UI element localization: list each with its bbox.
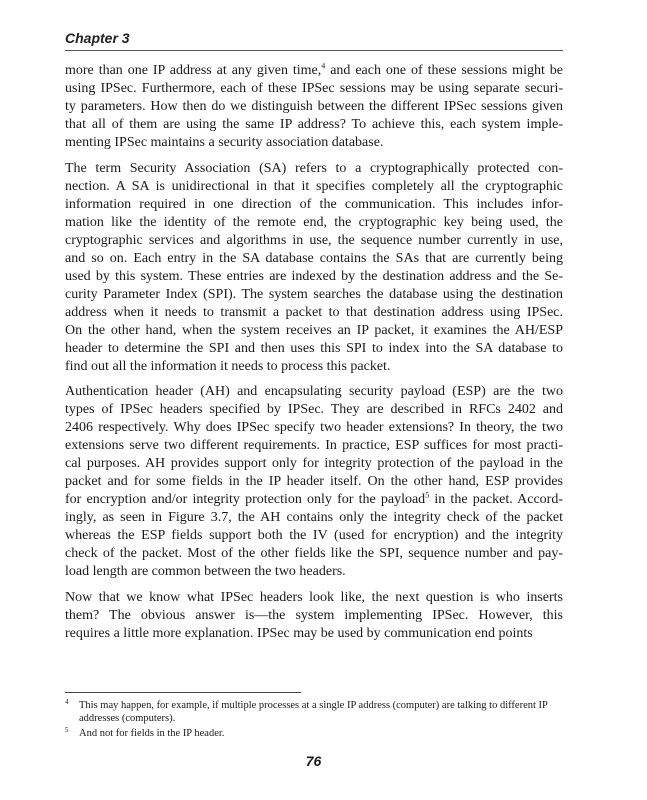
line-text: requires a little more explanation. IPSec may be used by communication end points [65, 625, 533, 641]
body-text [65, 62, 563, 650]
text-line [65, 304, 563, 322]
line-text: curity Parameter Index (SPI). The system searches the database using the destination [65, 286, 563, 302]
line-text: more than one IP address at any given time, [65, 63, 322, 78]
line-text: information required in one direction of the communication. This includes infor- [65, 196, 563, 212]
text-line [65, 134, 563, 152]
line-text: menting IPSec maintains a security association database. [65, 135, 384, 150]
footnotes [65, 699, 563, 742]
footnote-text: This may happen, for example, if multiple processes at a single IP address (computer) are talking to different IP addresses (computers). [79, 700, 548, 724]
line-text: cal purposes. AH provides support only for integrity protection of the payload in the [65, 456, 563, 471]
line-text: that all of them are using the same IP address? To achieve this, each system imple- [65, 117, 563, 132]
line-text: Now that we know what IPSec headers look like, the next question is who inserts [65, 589, 563, 605]
paragraph [65, 62, 563, 152]
line-text: using IPSec. Furthermore, each of these IPSec sessions may be using separate securi- [65, 81, 563, 96]
chapter-header: Chapter 3 [65, 30, 130, 46]
text-line [65, 383, 563, 401]
text-line [65, 589, 563, 607]
footnote-rule [65, 692, 301, 693]
line-text: address when it needs to transmit a packet to that destination address using IPSec. [65, 304, 563, 320]
line-text: On the other hand, when the system receives an IP packet, it examines the AH/ESP [65, 322, 563, 338]
paragraph [65, 589, 563, 643]
paragraph [65, 160, 563, 376]
text-line [65, 437, 563, 455]
footnote [65, 699, 563, 725]
text-line [65, 62, 563, 80]
line-text: extensions serve two different requirements. In practice, ESP suffices for most practi- [65, 438, 563, 453]
text-line [65, 563, 563, 581]
text-line [65, 473, 563, 491]
line-text: Authentication header (AH) and encapsulating security payload (ESP) are the two [65, 384, 563, 399]
line-text: 2406 respectively. Why does IPSec specify two header extensions? In theory, the two [65, 420, 563, 435]
footnote [65, 727, 563, 740]
line-text: packet and for some fields in the IP header itself. On the other hand, ESP provides [65, 474, 563, 489]
text-line [65, 116, 563, 134]
text-line [65, 545, 563, 563]
line-text: ty parameters. How then do we distinguish between the different IPSec sessions given [65, 99, 563, 114]
text-line [65, 214, 563, 232]
line-text: The term Security Association (SA) refers to a cryptographically protected con- [65, 160, 563, 176]
page-number: 76 [305, 753, 322, 769]
line-text: mation like the identity of the remote end, the cryptographic key being used, the [65, 214, 563, 230]
line-text: load length are common between the two headers. [65, 564, 346, 579]
line-text: in the packet. Accord- [429, 492, 563, 507]
text-line [65, 286, 563, 304]
text-line [65, 358, 563, 376]
text-line [65, 268, 563, 286]
line-text: cryptographic services and algorithms in use, the sequence number currently in use, [65, 232, 563, 248]
text-line [65, 509, 563, 527]
text-line [65, 455, 563, 473]
text-line [65, 625, 563, 643]
line-text: nection. A SA is unidirectional in that it specifies completely all the cryptographic [65, 178, 563, 194]
text-line [65, 196, 563, 214]
line-text: header to determine the SPI and then uses this SPI to index into the SA database to [65, 340, 563, 356]
footnote-mark: 4 [65, 698, 69, 706]
text-line [65, 607, 563, 625]
line-text: for encryption and/or integrity protection only for the payload [65, 492, 426, 507]
text-line [65, 160, 563, 178]
paragraph [65, 383, 563, 581]
text-line [65, 322, 563, 340]
text-line [65, 250, 563, 268]
text-line [65, 527, 563, 545]
text-line [65, 232, 563, 250]
text-line [65, 401, 563, 419]
text-line [65, 80, 563, 98]
footnote-reference: 5 [425, 490, 430, 500]
line-text: and each one of these sessions might be [325, 63, 563, 78]
header-rule [65, 50, 563, 51]
text-line [65, 491, 563, 509]
line-text: find out all the information it needs to process this packet. [65, 358, 391, 374]
line-text: check of the packet. Most of the other fields like the SPI, sequence number and pay- [65, 546, 563, 561]
footnote-text: And not for fields in the IP header. [79, 728, 225, 739]
footnote-mark: 5 [65, 726, 69, 734]
text-line [65, 98, 563, 116]
line-text: whereas the ESP fields support both the IV (used for encryption) and the integrity [65, 528, 563, 543]
footnote-reference: 4 [321, 61, 326, 71]
line-text: ingly, as seen in Figure 3.7, the AH contains only the integrity check of the packet [65, 510, 563, 525]
text-line [65, 178, 563, 196]
line-text: them? The obvious answer is—the system implementing IPSec. However, this [65, 607, 563, 623]
line-text: and so on. Each entry in the SA database contains the SAs that are currently being [65, 250, 563, 266]
text-line [65, 340, 563, 358]
line-text: used by this system. These entries are indexed by the destination address and the Se- [65, 268, 563, 284]
text-line [65, 419, 563, 437]
line-text: types of IPSec headers specified by IPSec. They are described in RFCs 2402 and [65, 402, 563, 417]
